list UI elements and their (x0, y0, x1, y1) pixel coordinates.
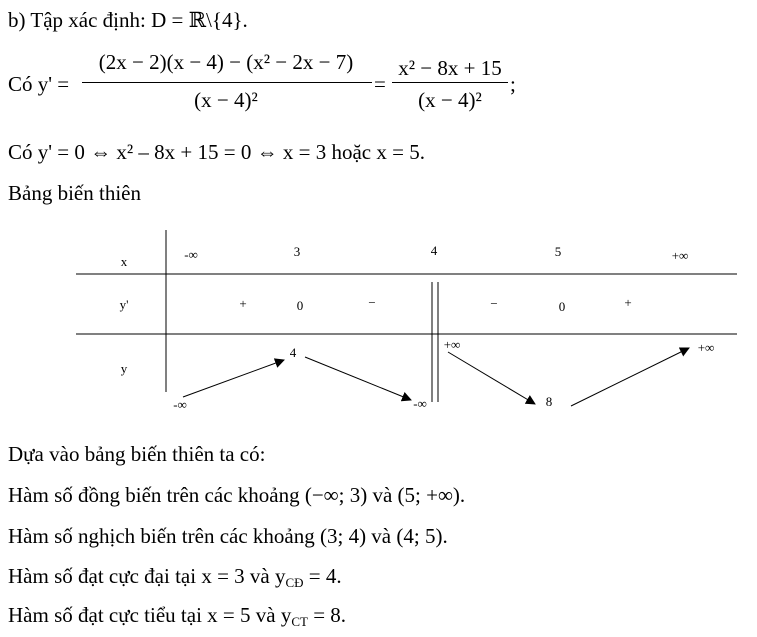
row-label-x: x (120, 254, 128, 269)
derivative-numerator-2: x² − 8x + 15 (398, 56, 502, 80)
derivative-denominator-2: (x − 4)² (418, 88, 482, 112)
max-prefix: Hàm số đạt cực đại tại x = 3 và y (8, 564, 286, 588)
x-value: 4 (430, 243, 438, 258)
derivative-sign: 0 (558, 299, 566, 314)
y-value: +∞ (697, 340, 715, 355)
arrow-up-1 (183, 360, 284, 397)
fraction-bar-1 (82, 82, 372, 83)
derivative-sign: − (490, 296, 498, 311)
row-label-derivative: y' (119, 297, 129, 312)
x-value: 5 (554, 244, 562, 259)
y-value: -∞ (173, 397, 187, 412)
min-subscript: CT (291, 614, 308, 629)
conclusion-decreasing: Hàm số nghịch biến trên các khoảng (3; 4) và (4; 5). (8, 524, 448, 548)
table-title: Bảng biến thiên (8, 181, 141, 205)
roots-line: Có y' = 0 ⇔ x² – 8x + 15 = 0 ⇔ x = 3 hoặc x = 5. (8, 140, 425, 164)
y-value: -∞ (413, 396, 427, 411)
conclusion-maximum (8, 564, 342, 588)
x-value: 3 (293, 244, 301, 259)
x-value: +∞ (671, 248, 689, 263)
y-value: 4 (289, 345, 297, 360)
derivative-sign: 0 (296, 298, 304, 313)
conclusion-minimum (8, 603, 346, 627)
row-label-y: y (120, 361, 128, 376)
derivative-sign: + (624, 295, 632, 310)
derivative-equals: = (374, 72, 386, 96)
y-value: +∞ (443, 337, 461, 352)
max-suffix: = 4. (303, 564, 342, 588)
fraction-bar-2 (392, 82, 508, 83)
min-suffix: = 8. (307, 603, 347, 627)
arrow-down-1 (305, 357, 411, 400)
y-value: 8 (545, 394, 553, 409)
min-prefix: Hàm số đạt cực tiểu tại x = 5 và y (8, 603, 292, 627)
arrow-up-2 (571, 348, 689, 406)
derivative-sign: + (239, 296, 247, 311)
derivative-semicolon: ; (510, 72, 516, 96)
x-value: -∞ (184, 247, 198, 262)
derivative-denominator-1: (x − 4)² (194, 88, 258, 112)
derivative-lead: Có y' = (8, 72, 70, 96)
max-subscript: CĐ (285, 575, 304, 590)
derivative-numerator-1: (2x − 2)(x − 4) − (x² − 2x − 7) (98, 50, 354, 74)
derivative-sign: − (368, 295, 376, 310)
domain-line: b) Tập xác định: D = ℝ\{4}. (8, 8, 248, 32)
arrow-down-2 (448, 352, 535, 404)
conclusion-increasing: Hàm số đồng biến trên các khoảng (−∞; 3) và (5; +∞). (8, 483, 466, 507)
conclusion-intro: Dựa vào bảng biến thiên ta có: (8, 442, 266, 466)
